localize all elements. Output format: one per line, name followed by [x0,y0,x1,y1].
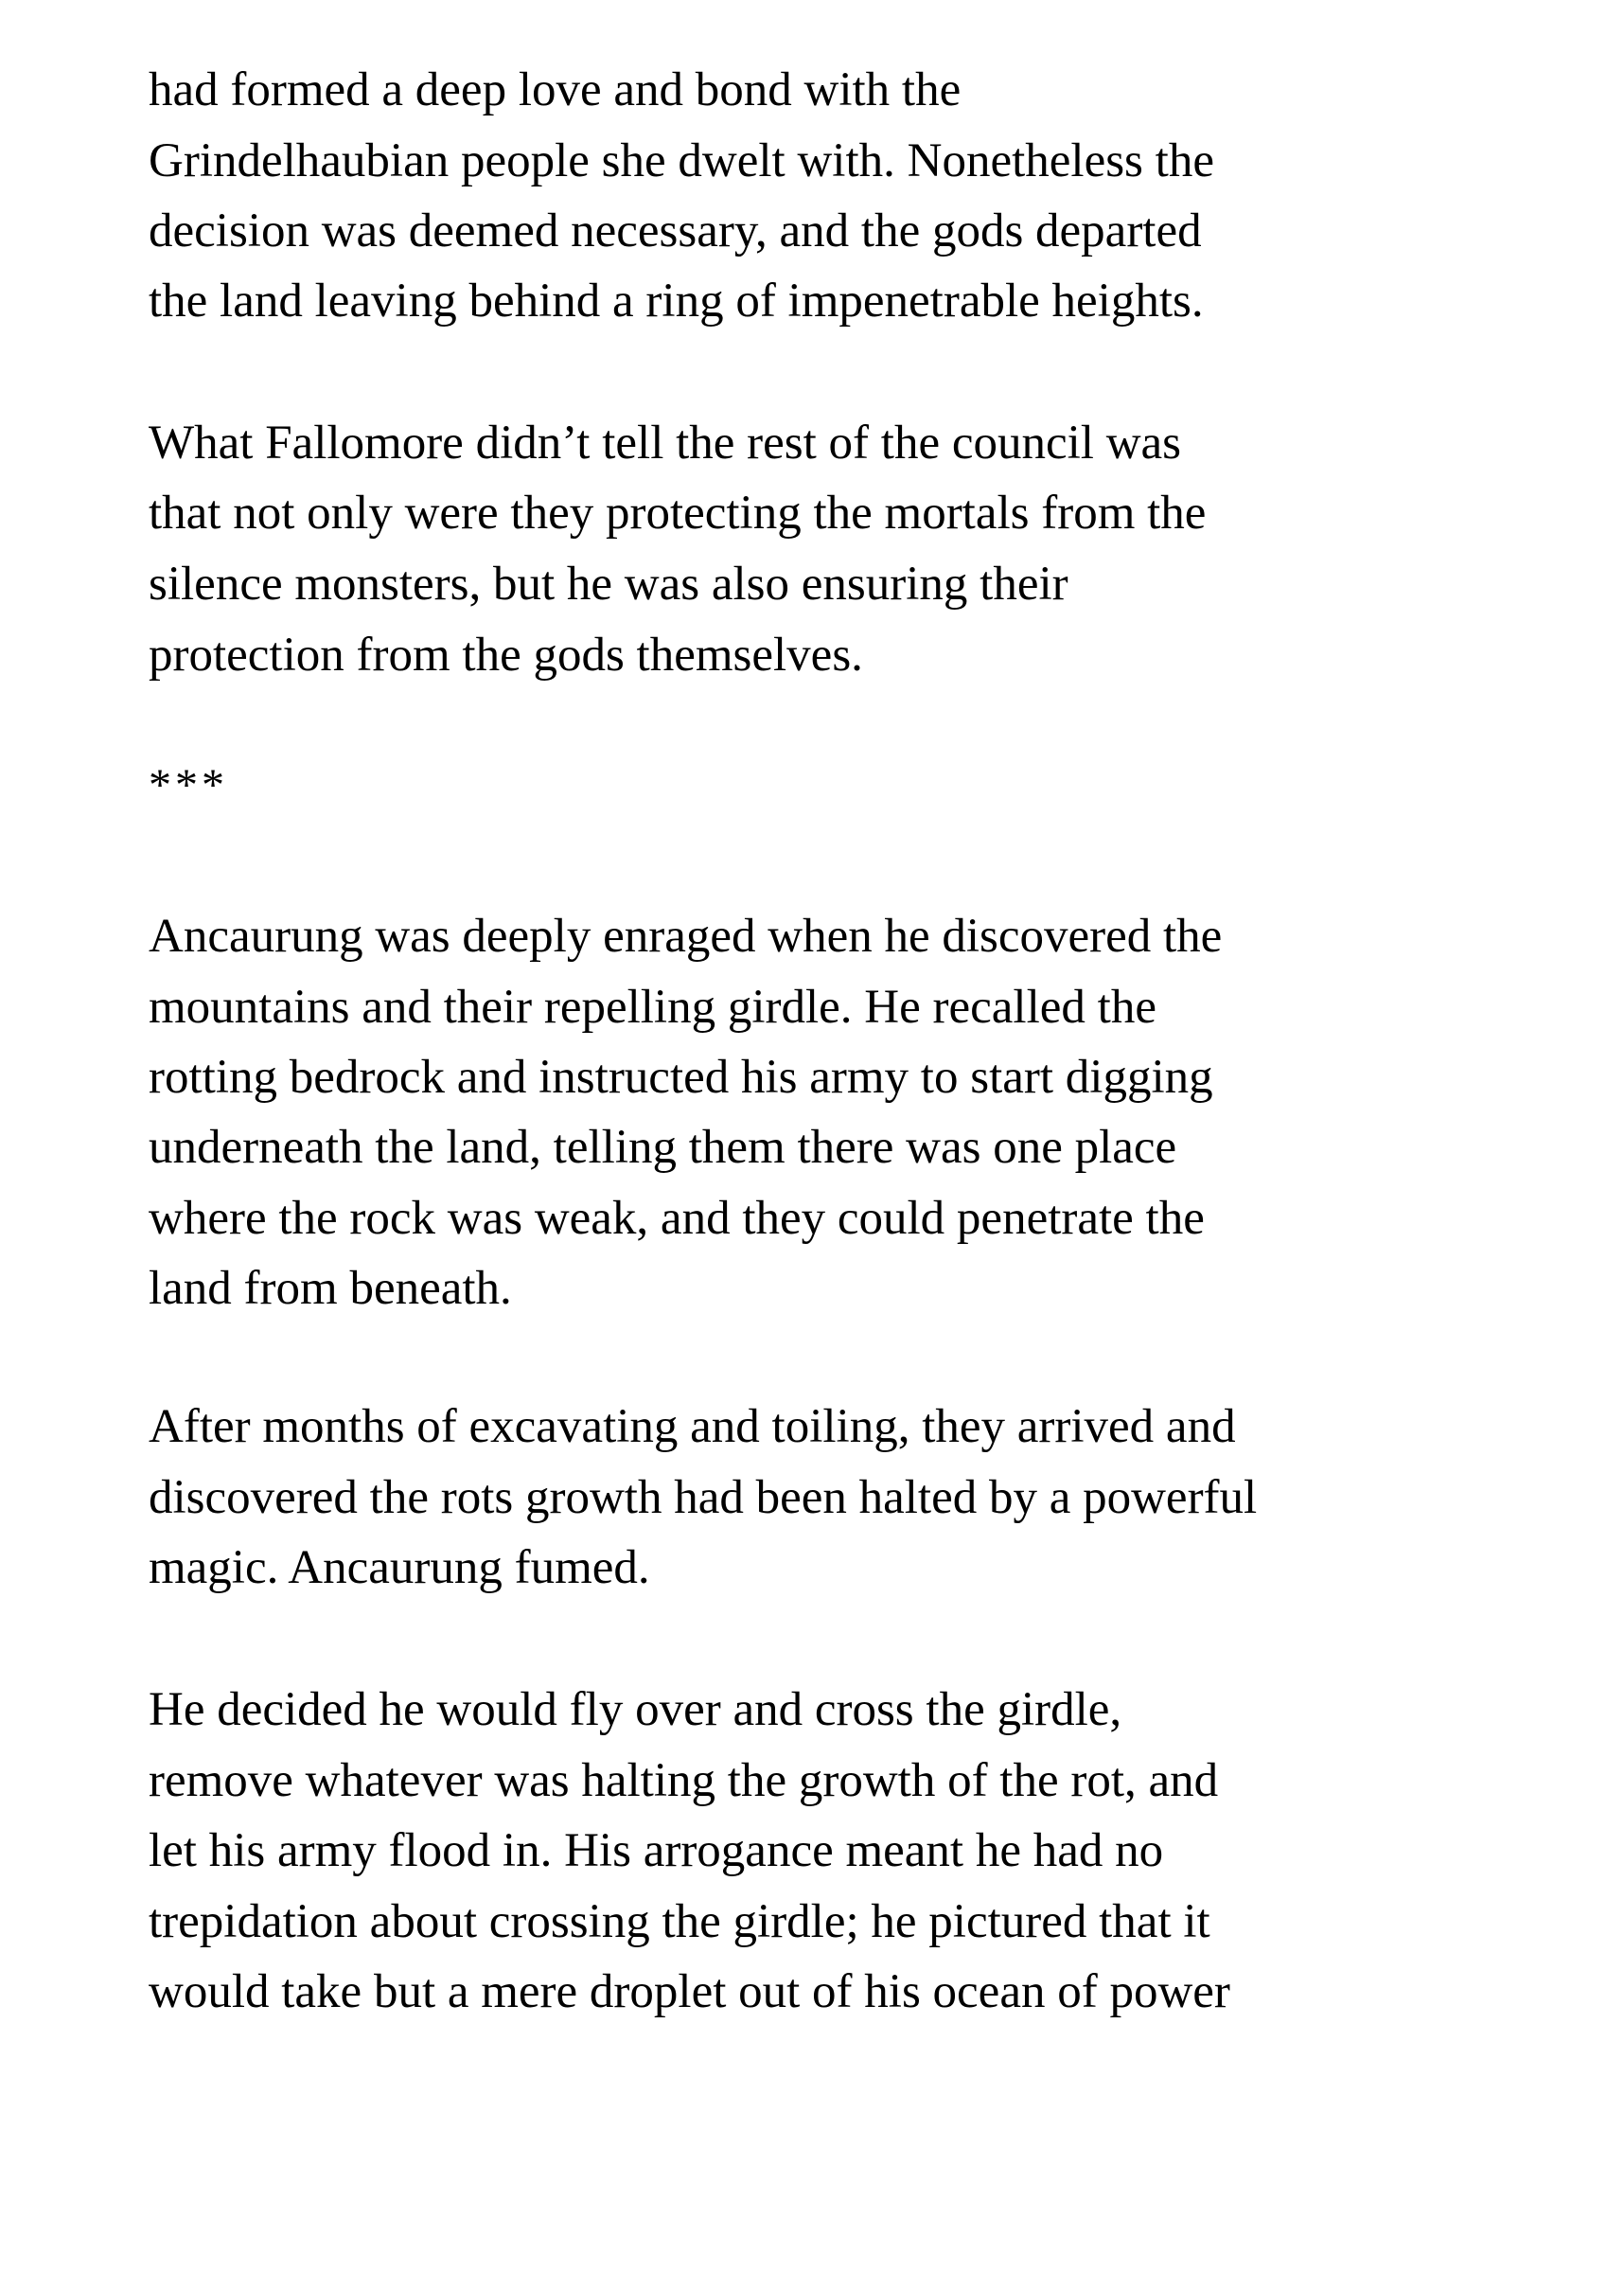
text-line: Ancaurung was deeply enraged when he discovered the [149,910,1223,963]
text-line: Grindelhaubian people she dwelt with. Nonetheless the [149,134,1214,187]
text-line: After months of excavating and toiling, they arrived and [149,1400,1236,1453]
text-line: trepidation about crossing the girdle; he pictured that it [149,1895,1210,1948]
text-line: He decided he would fly over and cross the girdle, [149,1683,1122,1736]
text-line: silence monsters, but he was also ensuring their [149,558,1068,611]
text-line: What Fallomore didn’t tell the rest of the council was [149,417,1182,470]
text-line: rotting bedrock and instructed his army to start digging [149,1051,1213,1104]
text-line: remove whatever was halting the growth of the rot, and [149,1754,1219,1807]
text-line: mountains and their repelling girdle. He recalled the [149,981,1156,1034]
text-line: protection from the gods themselves. [149,629,863,682]
text-line: underneath the land, telling them there was one place [149,1121,1177,1174]
text-line: had formed a deep love and bond with the [149,63,962,116]
text-line: magic. Ancaurung fumed. [149,1541,650,1594]
text-line: the land leaving behind a ring of impenetrable heights. [149,275,1204,328]
text-line: would take but a mere droplet out of his ocean of power [149,1965,1230,2018]
scene-separator: *** [149,760,228,810]
text-line: where the rock was weak, and they could penetrate the [149,1192,1205,1245]
text-line: discovered the rots growth had been halted by a powerful [149,1471,1258,1524]
text-line: land from beneath. [149,1262,512,1315]
text-line: decision was deemed necessary, and the gods departed [149,204,1202,257]
text-line: let his army flood in. His arrogance meant he had no [149,1824,1164,1877]
text-line: that not only were they protecting the mortals from the [149,487,1207,540]
